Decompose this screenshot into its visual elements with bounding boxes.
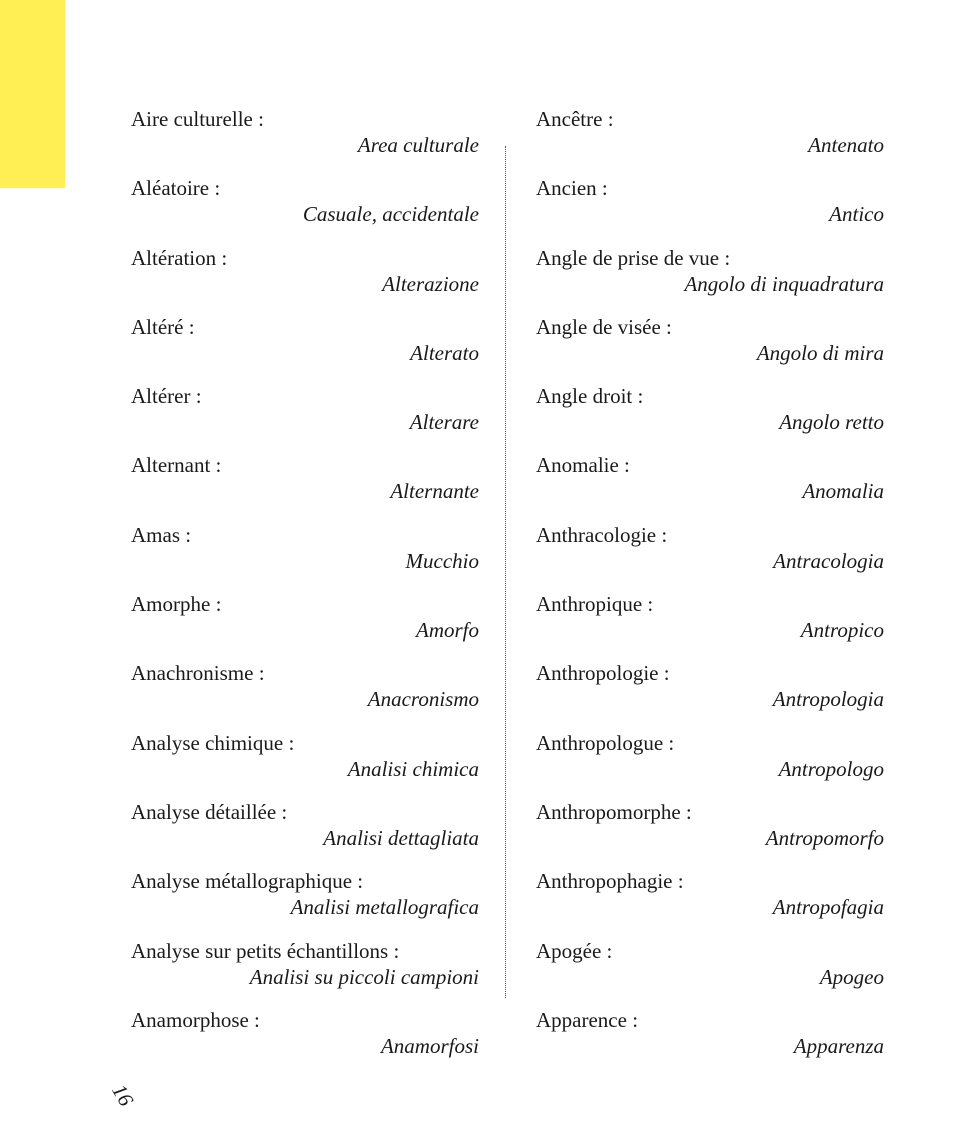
glossary-entry xyxy=(131,383,479,452)
glossary-entry xyxy=(131,938,479,1007)
italian-translation: Antico xyxy=(829,202,884,227)
italian-translation: Antropomorfo xyxy=(765,825,884,850)
french-term: Amas : xyxy=(131,522,192,547)
french-term: Anachronisme : xyxy=(131,661,265,686)
glossary-entry xyxy=(536,314,884,383)
french-term: Aléatoire : xyxy=(131,176,221,201)
italian-translation: Alterato xyxy=(410,340,479,365)
italian-translation: Apogeo xyxy=(819,964,884,989)
italian-translation: Mucchio xyxy=(405,548,479,573)
french-term: Ancêtre : xyxy=(536,107,614,131)
glossary-entry xyxy=(131,730,479,799)
french-term: Analyse métallographique : xyxy=(131,869,364,894)
french-term: Aire culturelle : xyxy=(131,107,264,131)
french-term: Ancien : xyxy=(536,176,608,201)
glossary-entry xyxy=(536,730,884,799)
italian-translation: Area culturale xyxy=(357,133,479,157)
italian-translation: Antropico xyxy=(800,618,884,643)
italian-translation: Antropofagia xyxy=(772,895,884,920)
glossary-entry xyxy=(536,383,884,452)
glossary-entry xyxy=(536,938,884,1007)
yellow-corner-tab xyxy=(0,0,65,188)
french-term: Altération : xyxy=(131,245,228,270)
italian-translation: Alterazione xyxy=(382,271,479,296)
glossary-entry xyxy=(536,868,884,937)
italian-translation: Analisi metallografica xyxy=(290,895,479,920)
french-term: Anthropomorphe : xyxy=(536,799,692,824)
glossary-entry xyxy=(131,591,479,660)
glossary-entry xyxy=(536,799,884,868)
french-term: Altéré : xyxy=(131,314,195,339)
left-glossary-column xyxy=(131,106,479,1076)
glossary-entry xyxy=(131,799,479,868)
french-term: Anthropique : xyxy=(536,592,654,617)
glossary-entry xyxy=(131,106,479,175)
italian-translation: Angolo di inquadratura xyxy=(684,271,884,296)
glossary-entry xyxy=(131,314,479,383)
french-term: Apogée : xyxy=(536,938,613,963)
italian-translation: Antenato xyxy=(808,133,884,157)
italian-translation: Anomalia xyxy=(802,479,884,504)
glossary-entry xyxy=(131,868,479,937)
glossary-entry xyxy=(131,452,479,521)
glossary-entry xyxy=(131,1007,479,1076)
french-term: Analyse détaillée : xyxy=(131,799,288,824)
italian-translation: Antropologo xyxy=(778,756,884,781)
italian-translation: Analisi chimica xyxy=(347,756,479,781)
italian-translation: Anamorfosi xyxy=(380,1033,479,1058)
right-glossary-column xyxy=(536,106,884,1076)
french-term: Anthropologue : xyxy=(536,730,675,755)
french-term: Angle de prise de vue : xyxy=(536,245,731,270)
french-term: Analyse chimique : xyxy=(131,730,295,755)
french-term: Amorphe : xyxy=(131,592,222,617)
glossary-entry xyxy=(131,245,479,314)
italian-translation: Casuale, accidentale xyxy=(302,202,479,227)
french-term: Alternant : xyxy=(131,453,222,478)
glossary-entry xyxy=(536,106,884,175)
italian-translation: Apparenza xyxy=(793,1033,884,1058)
french-term: Anamorphose : xyxy=(131,1007,260,1032)
italian-translation: Angolo retto xyxy=(779,410,884,435)
italian-translation: Amorfo xyxy=(416,618,479,643)
french-term: Anthropophagie : xyxy=(536,869,684,894)
italian-translation: Alterare xyxy=(409,410,479,435)
glossary-entry xyxy=(131,660,479,729)
glossary-entry xyxy=(536,660,884,729)
french-term: Apparence : xyxy=(536,1007,639,1032)
french-term: Angle droit : xyxy=(536,384,644,409)
glossary-entry xyxy=(536,522,884,591)
italian-translation: Analisi dettagliata xyxy=(323,825,479,850)
italian-translation: Angolo di mira xyxy=(756,340,884,365)
french-term: Analyse sur petits échantillons : xyxy=(131,938,400,963)
glossary-entry xyxy=(131,522,479,591)
glossary-entry xyxy=(536,452,884,521)
french-term: Anomalie : xyxy=(536,453,630,478)
french-term: Angle de visée : xyxy=(536,314,672,339)
page-number: 16 xyxy=(107,1080,139,1111)
italian-translation: Anacronismo xyxy=(367,687,479,712)
french-term: Altérer : xyxy=(131,384,202,409)
italian-translation: Antropologia xyxy=(772,687,884,712)
french-term: Anthracologie : xyxy=(536,522,668,547)
italian-translation: Antracologia xyxy=(773,548,884,573)
glossary-entry xyxy=(536,591,884,660)
glossary-entry xyxy=(131,175,479,244)
french-term: Anthropologie : xyxy=(536,661,670,686)
glossary-entry xyxy=(536,245,884,314)
italian-translation: Analisi su piccoli campioni xyxy=(249,964,479,989)
column-divider xyxy=(505,146,506,998)
glossary-entry xyxy=(536,1007,884,1076)
italian-translation: Alternante xyxy=(390,479,479,504)
glossary-entry xyxy=(536,175,884,244)
